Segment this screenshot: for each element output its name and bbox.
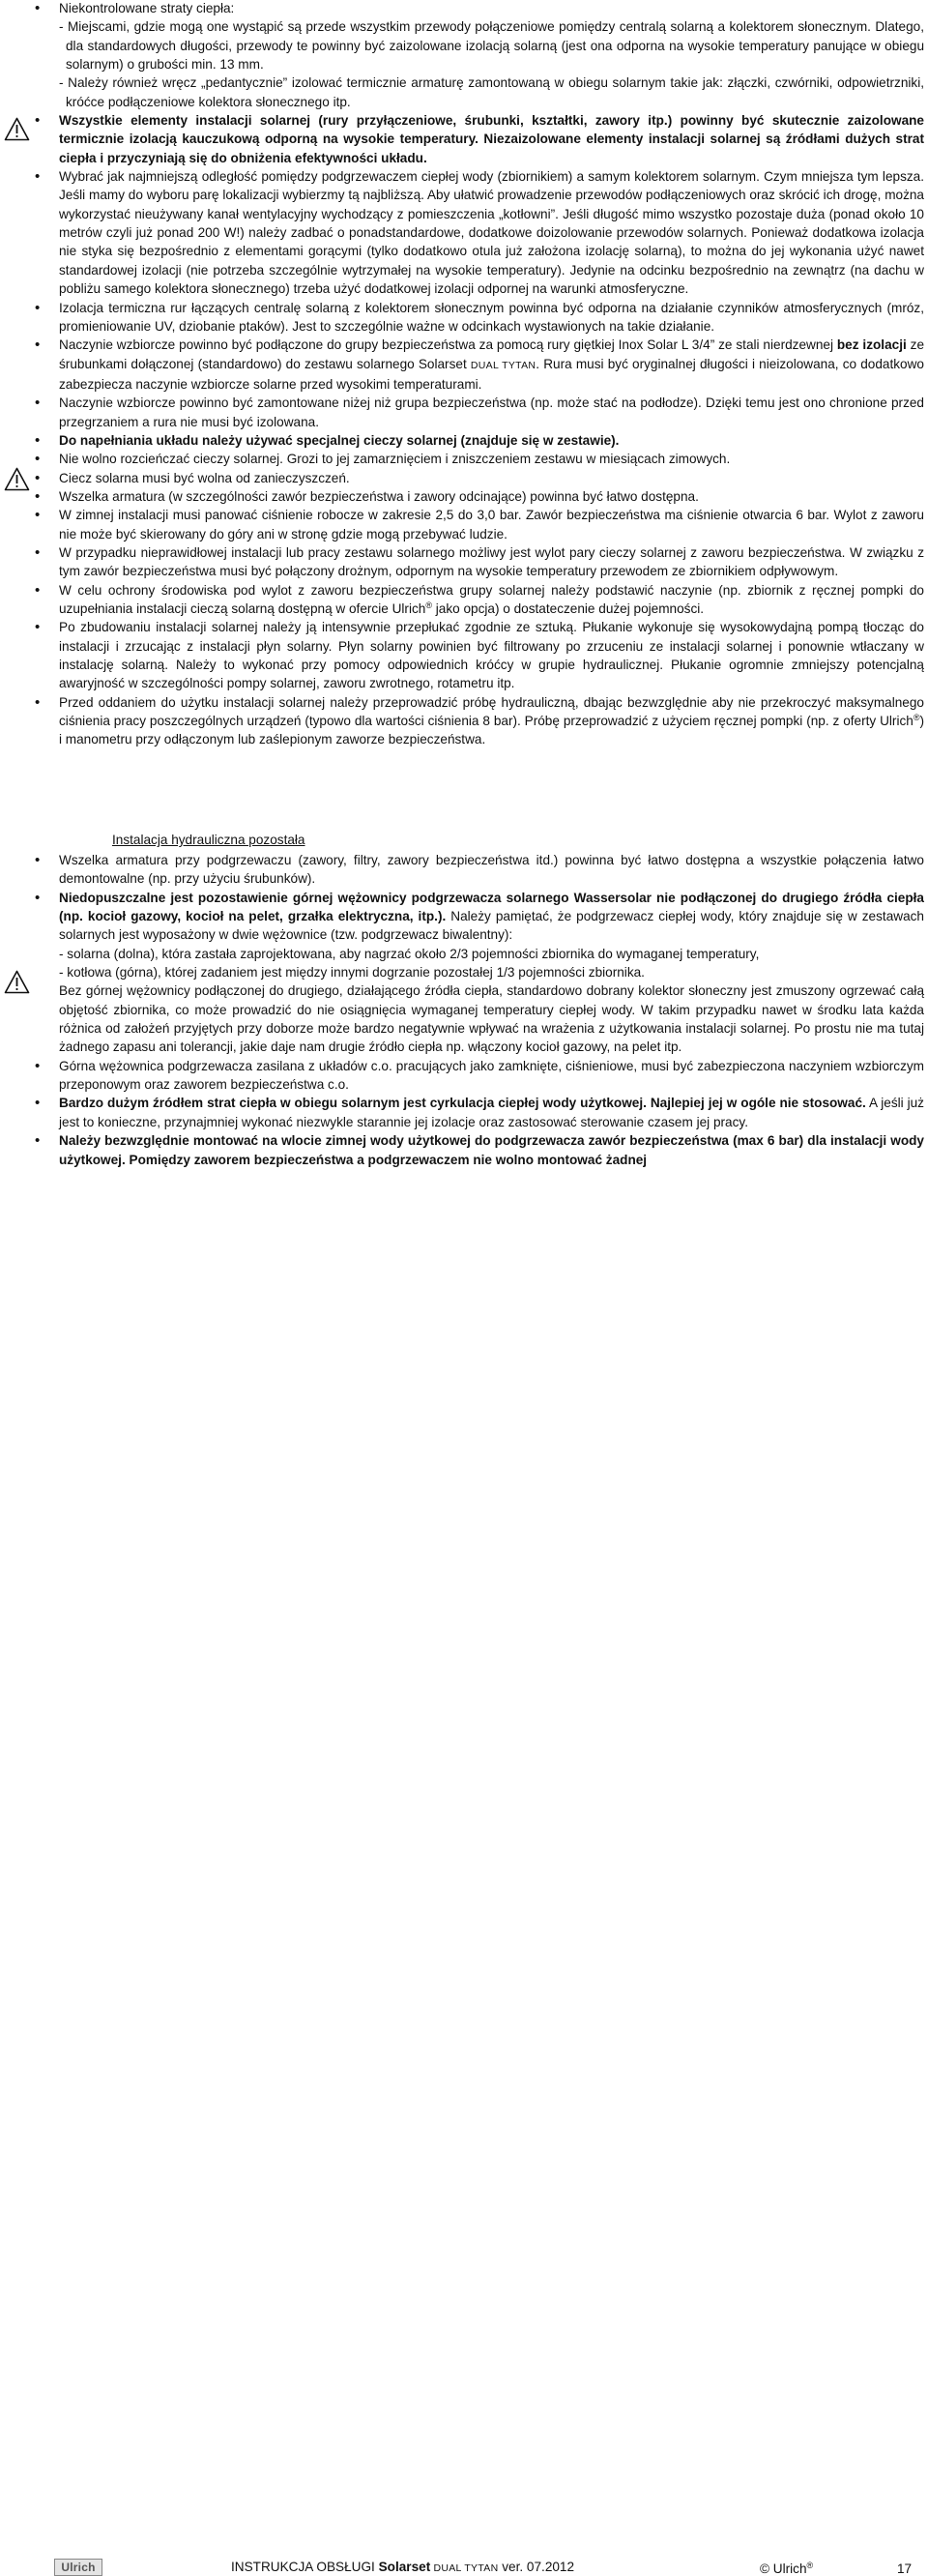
- text-run: Niedopuszczalne jest pozostawienie górnej wężownicy podgrzewacza solarnego Wassersolar nie podłączonej do drugiego źródła ciepła (np. kocioł gazowy, kocioł na pelet, grzałka elektryczna, itp.).: [59, 890, 924, 924]
- list-item: [0, 618, 928, 692]
- text-run: Wybrać jak najmniejszą odległość pomiędzy podgrzewaczem ciepłej wody (zbiornikiem) a samym kolektorem solarnym. Czym mniejsza tym lepsza. Jeśli mamy do wyboru parę lokalizacji wybierzmy tą najbliższą. Aby ułatwić prowadzenie przewodów podłączeniowych oraz skrócić ich drogę, można wykorzystać nieużywany kanał wentylacyjny wychodzący z pomieszczenia „kotłowni”. Jeśli długość mimo wszystko pozostaje duża (ponad około 10 metrów czyli już ponad 200 W!) należy zadbać o ponadstandardowe, dodatkowe doizolowanie przewodów solarnych. Ponieważ dodatkowa izolacja nie styka się bezpośrednio z elementami gorącymi (tylko dodatkowo otula już założona izolację solarną), to można do jej wykonania użyć nawet standardowej izolacji (nie potrzeba szczególnie wytrzymałej na wysokie temperatury). Jedynie na odcinku bezpośrednio na zewnątrz (na dachu w pobliżu samego kolektora słonecznego) trzeba użyć dodatkowej izolacji odpornej na warunki atmosferyczne.: [59, 169, 924, 297]
- list-item: [0, 431, 928, 450]
- text-run: Izolacja termiczna rur łączących centralę solarną z kolektorem słonecznym powinna być odporna na działanie czynników atmosferycznych (mróz, promieniowanie UV, dziobanie ptaków). Jest to szczególnie ważne w odcinkach wystawionych na takie działanie.: [59, 300, 924, 334]
- list-item: [0, 1057, 928, 1095]
- text-run: Górna wężownica podgrzewacza zasilana z układów c.o. pracujących jako zamknięte, ciśnieniowe, musi być zabezpieczona naczyniem wzbiorczym przeponowym oraz zaworem bezpieczeństwa c.o.: [59, 1058, 924, 1093]
- text-run: bez izolacji: [836, 337, 907, 353]
- list-item: [0, 889, 928, 1057]
- list-item: [0, 506, 928, 543]
- page-footer: [0, 1278, 928, 2576]
- text-run: Naczynie wzbiorcze powinno być podłączone do grupy bezpieczeństwa za pomocą rury giętkiej Inox Solar L 3/4” ze stali nierdzewnej: [59, 337, 837, 353]
- list-item: [0, 336, 928, 394]
- list-item: [0, 299, 928, 337]
- text-run: ) i manometru przy odłączonym lub zaślepionym zaworze bezpieczeństwa.: [59, 714, 924, 747]
- footer-copyright: © Ulrich®: [760, 2561, 814, 2576]
- text-run: Należy bezwzględnie montować na wlocie zimnej wody użytkowej do podgrzewacza zawór bezpieczeństwa (max 6 bar) dla instalacji wody użytkowej. Pomiędzy zaworem bezpieczeństwa a podgrzewaczem nie wolno montować żadnej: [59, 1133, 924, 1167]
- page-number: 17: [897, 2561, 913, 2576]
- text-run: Nie wolno rozcieńczać cieczy solarnej. Grozi to jej zamarznięciem i zniszczeniem zestawu w miesiącach zimowych.: [59, 452, 731, 467]
- list-item: [0, 1094, 928, 1131]
- text-run: Bez górnej wężownicy podłączonej do drugiego, działającego źródła ciepła, standardowo dobrany kolektor słoneczny jest zmuszony ogrzewać całą objętość zbiornika, co może prowadzić do nie osiągnięcia wymaganej temperatury ciepłej wody. W takim przypadku nawet w środku lata każda różnica od założeń przyjętych przy doborze może bardzo negatywnie wpływać na wrażenia z użytkowania instalacji solarnej. Po prostu nie ma tutaj żadnego zapasu ani tolerancji, jakie daje nam drugie źródło ciepła np. włączony kocioł gazowy, na pelet itp.: [59, 983, 924, 1055]
- list-item: [0, 469, 928, 487]
- text-run: Bardzo dużym źródłem strat ciepła w obiegu solarnym jest cyrkulacja ciepłej wody użytkowej. Najlepiej jej w ogóle nie stosować.: [59, 1096, 866, 1111]
- list-item: [0, 111, 928, 167]
- list-item: [0, 581, 928, 619]
- footer-model: DUAL TYTAN: [430, 2562, 499, 2574]
- text-run: Należy pamiętać, że podgrzewacz ciepłej wody, który znajduje się w zestawach solarnych jest wyposażony w dwie wężownice (tzw. podgrzewacz biwalentny):: [59, 909, 924, 943]
- list-item: [0, 167, 928, 298]
- text-run: - Miejscami, gdzie mogą one wystąpić są przede wszystkim przewody połączeniowe pomiędzy centralą solarną a kolektorem słonecznym. Dlatego, dla standardowych długości, przewody te powinny być zaizolowane izolacją solarną (jest ona odporna na wysokie temperatury panujące w obiegu solarnym) o grubości min. 13 mm.: [59, 19, 924, 73]
- list-item: [0, 693, 928, 749]
- registered-mark: ®: [913, 713, 920, 723]
- list-item: [0, 543, 928, 581]
- bullet-list-solar-install: [0, 0, 928, 749]
- text-run: W przypadku nieprawidłowej instalacji lub pracy zestawu solarnego możliwy jest wylot pary cieczy solarnej z zaworu bezpieczeństwa. W związku z tym zawór bezpieczeństwa musi być połączony drożnym, odpornym na wysokie temperatury przewodem ze zbiornikiem odpływowym.: [59, 544, 924, 579]
- text-run: jako opcja) o dostateczenie dużej pojemności.: [431, 601, 705, 616]
- text-run: - solarna (dolna), która zastała zaprojektowana, aby nagrzać około 2/3 pojemności zbiornika do wymaganej temperatury,: [59, 946, 760, 961]
- list-item: [0, 851, 928, 889]
- footer-product: Solarset: [378, 2560, 431, 2574]
- footer-title: [231, 2560, 574, 2574]
- paragraph-continuation: [59, 981, 924, 1056]
- text-run: - kotłowa (górna), której zadaniem jest między innymi dogrzanie pozostałej 1/3 pojemności zbiornika.: [59, 965, 645, 981]
- text-run: A jeśli już jest to konieczne, przynajmniej wykonać niezwykle starannie jej izolacje oraz zastosować sterowanie czasem jej pracy.: [59, 1096, 924, 1129]
- text-run: Wszystkie elementy instalacji solarnej (rury przyłączeniowe, śrubunki, kształtki, zawory itp.) powinny być skutecznie zaizolowane termicznie izolacją kauczukową odporną na wysokie temperatury. Niezaizolowane elementy instalacji solarnej są źródłami dużych strat ciepła i przyczyniają się do obniżenia efektywności układu.: [59, 113, 924, 165]
- sub-item: [59, 73, 924, 111]
- section-title: Instalacja hydrauliczna pozostała: [112, 833, 305, 847]
- text-run: Naczynie wzbiorcze powinno być zamontowane niżej niż grupa bezpieczeństwa (np. może stać na podłodze). Dzięki temu jest ono chronione przed przegrzaniem a rura nie musi być izolowana.: [59, 395, 924, 429]
- text-run: Przed oddaniem do użytku instalacji solarnej należy przeprowadzić próbę hydrauliczną, dbając bezwzględnie aby nie przekroczyć maksymalnego ciśnienia pracy poszczególnych urządzeń (typowo dla wartości ciśnienia 8 bar). Próbę przeprowadzić z użyciem ręcznej pompki (np. z oferty Ulrich: [59, 694, 924, 729]
- text-run: DUAL TYTAN: [470, 359, 536, 371]
- text-run: . Rura musi być oryginalnej długości i nieizolowana, co dodatkowo zabezpiecza naczynie wzbiorcze solarne przed wysokimi temperaturami.: [59, 356, 924, 392]
- list-item: [0, 487, 928, 506]
- list-item: [0, 1131, 928, 1169]
- text-run: W celu ochrony środowiska pod wylot z zaworu bezpieczeństwa grupy solarnej należy podstawić naczynie (np. zbiornik z ręcznej pompki do uzupełniania instalacji cieczą solarną dostępną w ofercie Ulrich: [59, 582, 924, 616]
- registered-mark: ®: [425, 600, 432, 610]
- text-run: Po zbudowaniu instalacji solarnej należy ją intensywnie przepłukać zgodnie ze sztuką. Płukanie wykonuje się wysokowydajną pompą tłocząc do instalacji i zrzucając z instalacji płyn solarny. Płyn solarny powinien być filtrowany po zrzuceniu ze instalacji solarnej i ponownie wtłaczany w instalację solarną. Należy to wykonać przy pomocy odpowiednich króćcy w grupie hydraulicznej. Płukanie ogromnie zmniejszy potencjalną awaryjność w szczególności pompy solarnej, zaworu zwrotnego, rotametru itp.: [59, 620, 924, 691]
- text-run: Do napełniania układu należy używać specjalnej cieczy solarnej (znajduje się w zestawie).: [59, 432, 620, 448]
- text-run: Wszelka armatura przy podgrzewaczu (zawory, filtry, zawory bezpieczeństwa itd.) powinna być łatwo dostępna a wszystkie połączenia łatwo demontowalne (np. przy użyciu śrubunków).: [59, 853, 924, 887]
- ulrich-logo: Ulrich: [54, 2559, 102, 2576]
- footer-manual-label: INSTRUKCJA OBSŁUGI: [231, 2560, 379, 2574]
- bullet-list-hydraulic-install: [0, 851, 928, 1169]
- footer-version: ver. 07.2012: [498, 2560, 575, 2574]
- text-run: Wszelka armatura (w szczególności zawór bezpieczeństwa i zawory odcinające) powinna być łatwo dostępna.: [59, 488, 699, 504]
- sub-item: [59, 17, 924, 73]
- list-item: [0, 0, 928, 111]
- text-run: ze śrubunkami dołączonej (standardowo) do zestawu solarnego Solarset: [59, 337, 925, 371]
- sub-item: [59, 963, 924, 981]
- text-run: - Należy również wręcz „pedantycznie” izolować termicznie armaturę zamontowaną w obiegu solarnym takie jak: złączki, czwórniki, odpowietrzniki, króćce podłączeniowe kolektora słonecznego itp.: [59, 75, 924, 109]
- list-item: [0, 450, 928, 468]
- sub-item: [59, 945, 924, 963]
- text-run: Ciecz solarna musi być wolna od zanieczyszczeń.: [59, 470, 350, 485]
- text-run: Niekontrolowane straty ciepła:: [59, 1, 235, 15]
- list-item: [0, 394, 928, 431]
- text-run: W zimnej instalacji musi panować ciśnienie robocze w zakresie 2,5 do 3,0 bar. Zawór bezpieczeństwa ma ciśnienie otwarcia 6 bar. Wylot z zaworu nie może być skierowany do góry ani w stronę gdzie mogą przebywać ludzie.: [59, 508, 924, 542]
